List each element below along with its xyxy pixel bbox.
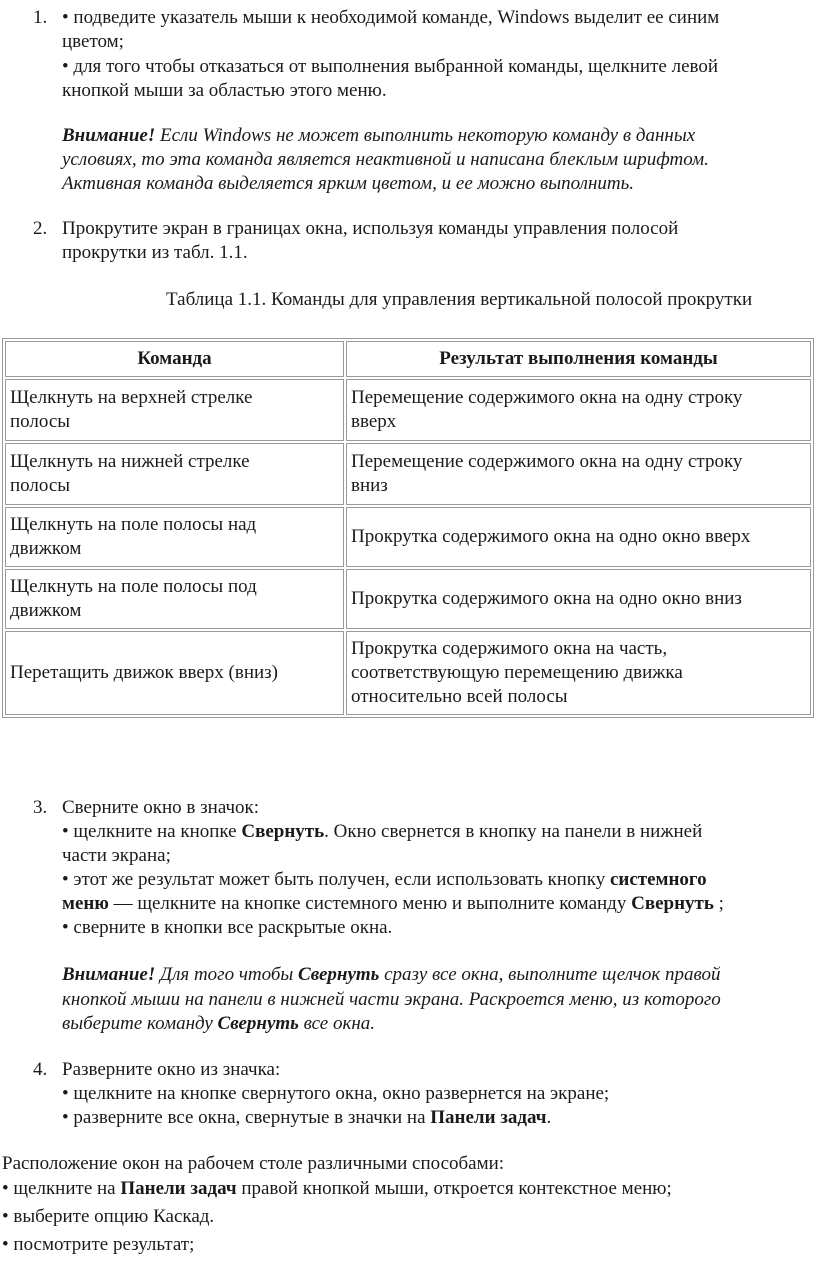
bullet-text: • подведите указатель мыши к необходимой команде, Windows выделит ее синим	[62, 7, 720, 28]
table-cell-result: Прокрутка содержимого окна на одно окно вниз	[346, 569, 811, 629]
command-name: Свернуть	[298, 964, 380, 985]
table-cell-command: Перетащить движок вверх (вниз)	[5, 631, 344, 715]
command-name: меню	[62, 893, 109, 914]
list-number: 1.	[33, 7, 48, 28]
command-name: Свернуть	[241, 821, 325, 842]
item-title: Разверните окно из значка:	[62, 1059, 281, 1080]
table-cell-command: Щелкнуть на верхней стрелке полосы	[5, 379, 344, 441]
command-name: Панели задач	[430, 1107, 547, 1128]
table-caption: Таблица 1.1. Команды для управления вертикальной полосой прокрутки	[166, 289, 753, 310]
note-text: Если Windows не может выполнить некоторую команду в данных	[155, 125, 696, 146]
item-title: Сверните окно в значок:	[62, 797, 260, 818]
bullet-text: • разверните все окна, свернутые в значки на Панели задач.	[62, 1107, 552, 1128]
column-header-result: Результат выполнения команды	[346, 341, 811, 377]
command-name: Свернуть	[217, 1013, 299, 1034]
table-cell-result: Прокрутка содержимого окна на часть, соответствующую перемещению движка относительно всей полосы	[346, 631, 811, 715]
note-label: Внимание!	[62, 964, 156, 985]
table-header-row	[5, 341, 811, 377]
note-line: Внимание! Для того чтобы Свернуть сразу все окна, выполните щелчок правой	[62, 964, 721, 985]
bullet-text: • для того чтобы отказаться от выполнения выбранной команды, щелкните левой	[62, 56, 719, 77]
bullet-text: • щелкните на кнопке Свернуть. Окно свернется в кнопку на панели в нижней	[62, 821, 703, 842]
note-line	[62, 172, 634, 196]
bullet-text: • сверните в кнопки все раскрытые окна.	[62, 917, 393, 938]
table-cell-command: Щелкнуть на поле полосы под движком	[5, 569, 344, 629]
item-text: Прокрутите экран в границах окна, используя команды управления полосой	[62, 218, 679, 239]
note-text: Активная команда выделяется ярким цветом, и ее можно выполнить.	[62, 173, 635, 194]
note-line	[62, 148, 709, 172]
table-cell-result: Перемещение содержимого окна на одну строку вверх	[346, 379, 811, 441]
table-cell-result: Прокрутка содержимого окна на одно окно вверх	[346, 507, 811, 567]
note-text: условиях, то эта команда является неактивной и написана блеклым шрифтом.	[62, 149, 709, 170]
command-name: системного	[609, 869, 707, 890]
column-header-command: Команда	[5, 341, 344, 377]
bullet-text: кнопкой мыши за областью этого меню.	[62, 80, 387, 101]
table-cell-command: Щелкнуть на нижней стрелке полосы	[5, 443, 344, 505]
item-text: прокрутки из табл. 1.1.	[62, 242, 248, 263]
bullet-text: цветом;	[62, 31, 124, 52]
bullet-text: меню — щелкните на кнопке системного меню и выполните команду Свернуть ;	[62, 893, 724, 914]
scroll-commands-table	[2, 338, 814, 718]
table-row	[5, 443, 811, 505]
command-name: Свернуть	[631, 893, 714, 914]
table-row	[5, 569, 811, 629]
table-row	[5, 507, 811, 567]
bullet-text: • выберите опцию Каскад.	[2, 1206, 215, 1227]
table-row	[5, 379, 811, 441]
note-line: выберите команду Свернуть все окна.	[62, 1013, 376, 1034]
bullet-text: • щелкните на Панели задач правой кнопкой мыши, откроется контекстное меню;	[2, 1178, 672, 1199]
command-name: Панели задач	[120, 1178, 237, 1199]
note-line: кнопкой мыши на панели в нижней части экрана. Раскроется меню, из которого	[62, 989, 721, 1010]
bullet-text: части экрана;	[62, 845, 171, 866]
list-number: 2.	[33, 218, 48, 239]
bullet-text: • посмотрите результат;	[2, 1234, 195, 1255]
bullet-text: • щелкните на кнопке свернутого окна, окно развернется на экране;	[62, 1083, 610, 1104]
list-number: 4.	[33, 1059, 48, 1080]
note-label: Внимание!	[62, 125, 156, 146]
table-row	[5, 631, 811, 715]
table-cell-result: Перемещение содержимого окна на одну строку вниз	[346, 443, 811, 505]
note-line	[62, 124, 695, 148]
table-cell-command: Щелкнуть на поле полосы над движком	[5, 507, 344, 567]
bullet-text: • этот же результат может быть получен, если использовать кнопку системного	[62, 869, 707, 890]
section-title: Расположение окон на рабочем столе различными способами:	[2, 1153, 505, 1174]
list-number: 3.	[33, 797, 48, 818]
